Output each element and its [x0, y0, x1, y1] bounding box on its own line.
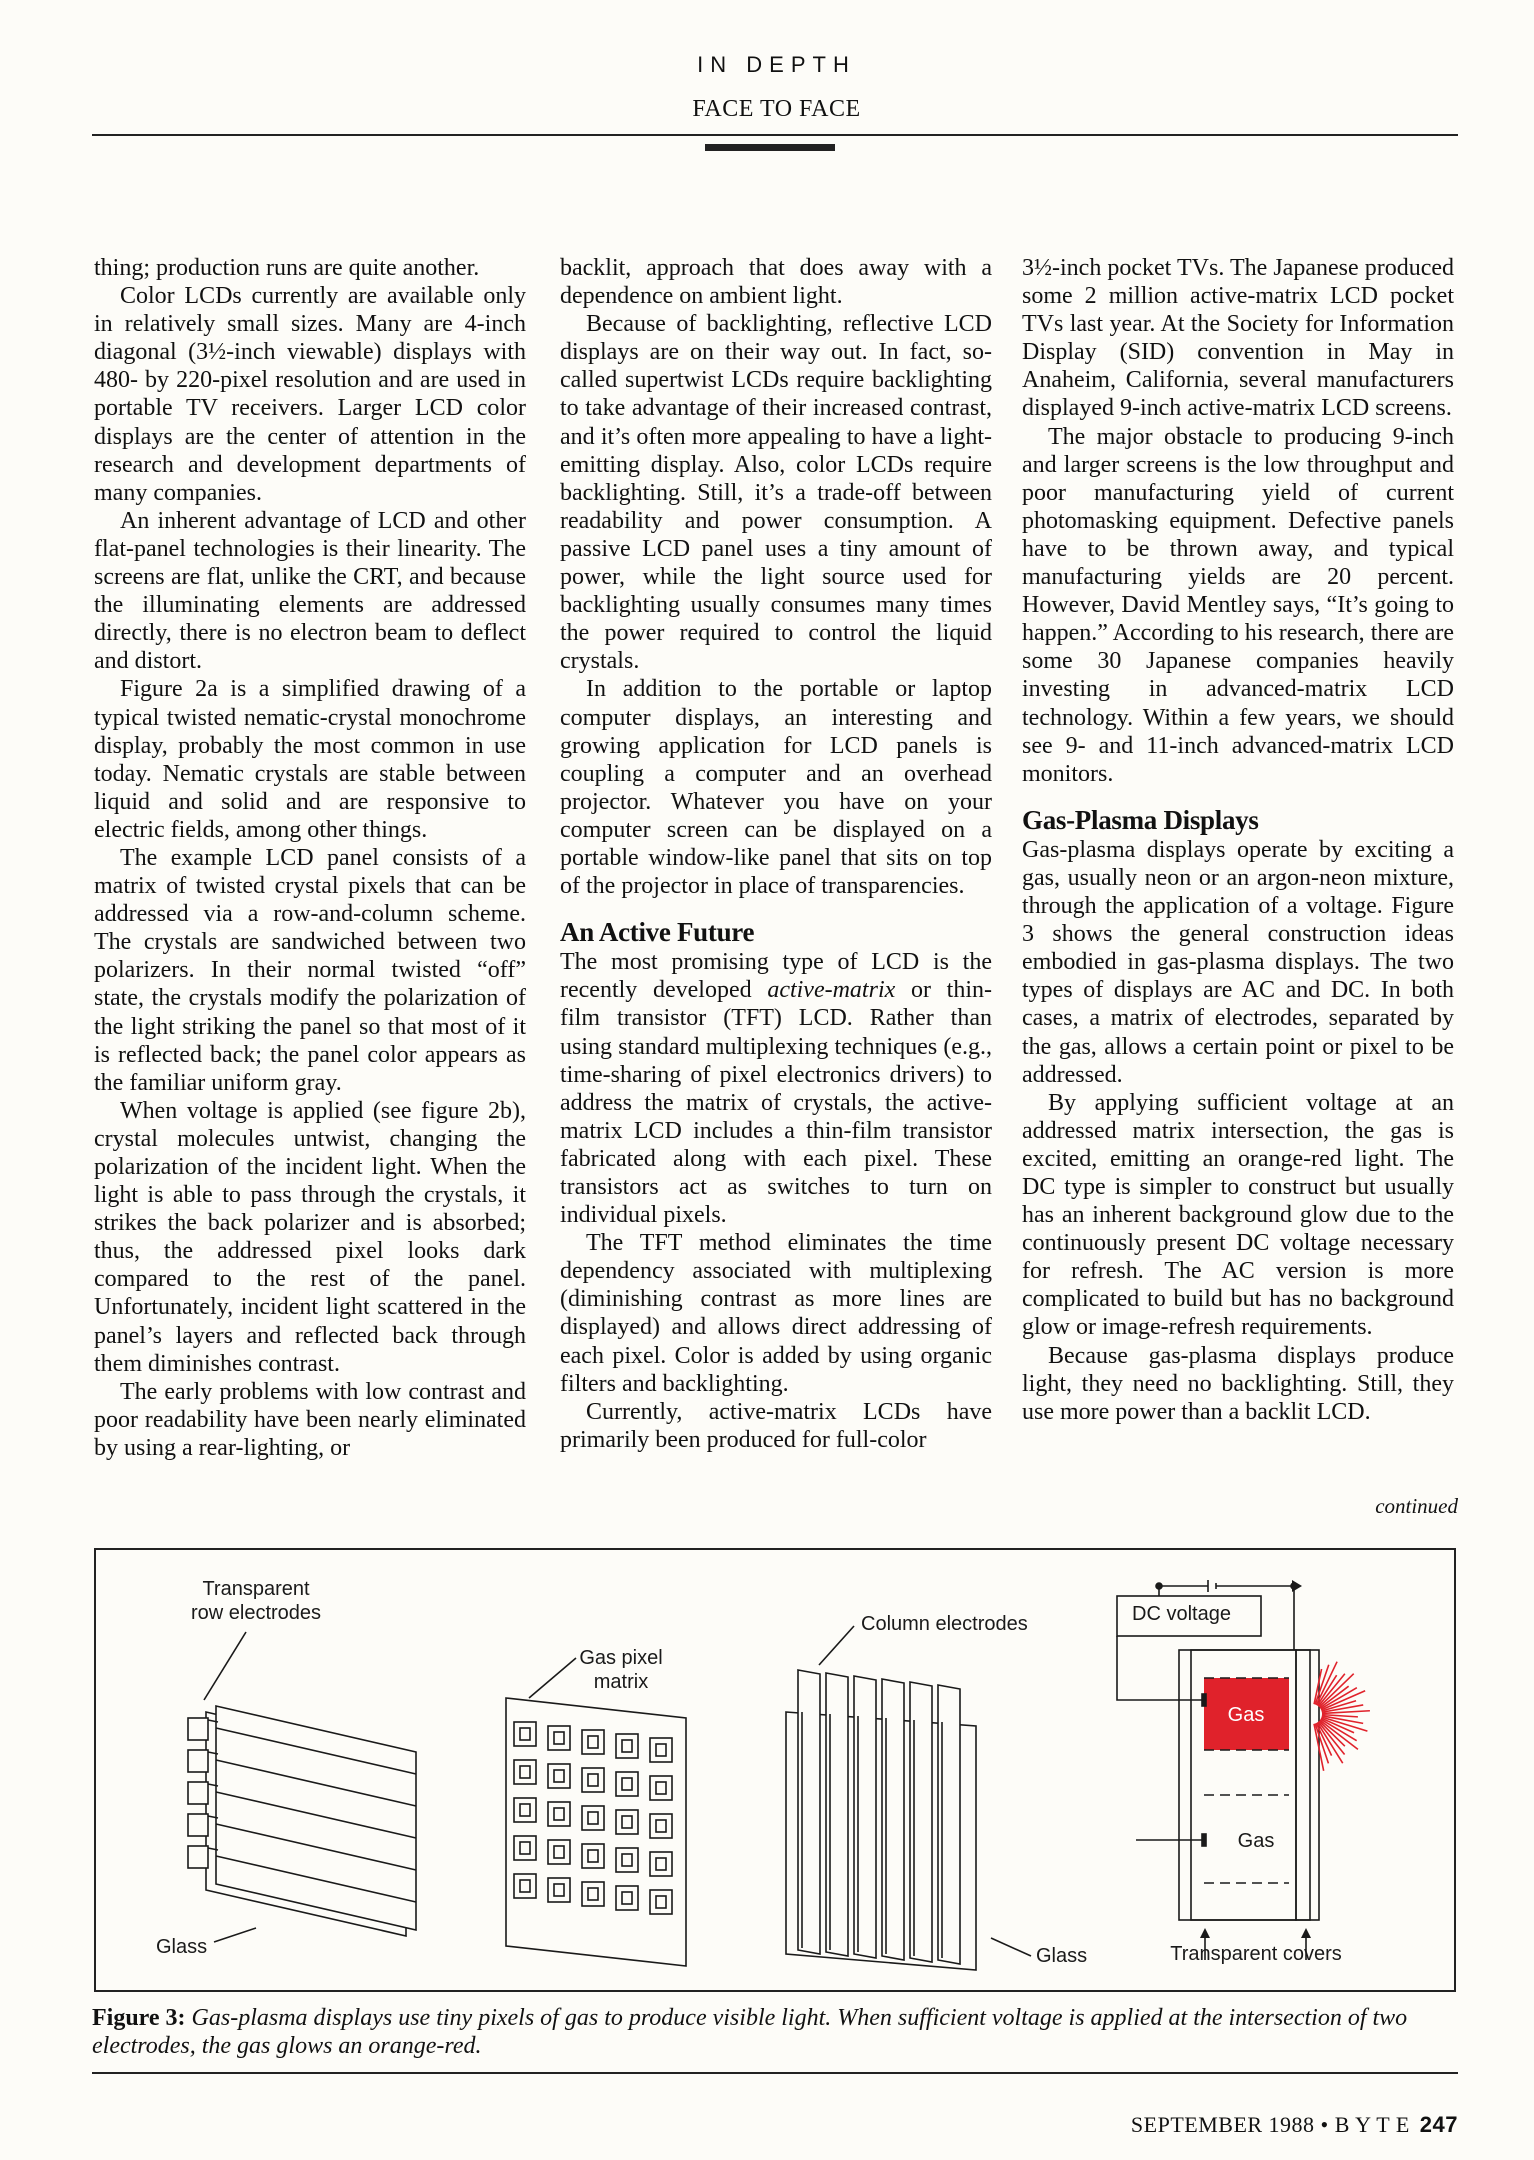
- leader-glass-right: [991, 1938, 1031, 1956]
- figure-3-illustration: [96, 1550, 1458, 1994]
- paragraph: By applying sufficient voltage at an addressed matrix intersection, the gas is excited, emitting an orange-red light. The DC type is simpler to construct but usually has an inherent background glow due to the continuously present DC voltage necessary for refresh. The AC version is more complicated to build but has no background glow or image-refresh requirements.: [1022, 1089, 1454, 1341]
- light-rays: [1314, 1662, 1370, 1771]
- section-title: FACE TO FACE: [692, 96, 861, 122]
- figure-3: [94, 1548, 1456, 1992]
- continued-note: continued: [1375, 1494, 1458, 1518]
- label-dc-voltage: DC voltage: [1132, 1603, 1231, 1625]
- label-gas-pixel: Gas pixel: [579, 1647, 663, 1669]
- paragraph: backlit, approach that does away with a dependence on ambient light.: [560, 255, 992, 310]
- paragraph: When voltage is applied (see figure 2b), crystal molecules untwist, changing the polarization of the incident light. When the light is able to pass through the crystals, it strikes the back polarizer and is absorbed; thus, the addressed pixel looks dark compared to the rest of the panel. Unfortunately, incident light scattered in the panel’s layers and reflected back through them diminishes contrast.: [94, 1097, 526, 1377]
- row-electrode-tab: [188, 1782, 208, 1804]
- arrowhead: [1301, 1928, 1311, 1938]
- row-electrode-tab: [188, 1814, 208, 1836]
- emphasis: active-matrix: [767, 977, 896, 1004]
- leader-row-electrodes: [204, 1632, 246, 1700]
- label-gas-lit: Gas: [1227, 1704, 1265, 1726]
- text-run: or thin-film transistor (TFT) LCD. Rather than using standard multiplexing techniques (e.g., time-sharing of pixel electronics drivers) to address the matrix of crystals, the active-matrix LCD includes a thin-film transistor fabricated along with each pixel. These transistors act as switches to turn on individual pixels.: [560, 977, 992, 1229]
- page-number: 247: [1419, 2112, 1458, 2137]
- section-kicker: IN DEPTH: [697, 52, 856, 77]
- label-transparent: Transparent: [202, 1578, 310, 1600]
- label-transparent-covers: Transparent covers: [1170, 1943, 1342, 1965]
- paragraph: 3½-inch pocket TVs. The Japanese produced some 2 million active-matrix LCD pocket TVs last year. At the Society for Information Display (SID) convention in May in Anaheim, California, several manufacturers displayed 9-inch active-matrix LCD screens.: [1022, 255, 1454, 422]
- paragraph: [560, 948, 992, 1229]
- row-electrode-panel: [188, 1706, 416, 1936]
- light-ray: [1319, 1721, 1345, 1746]
- caption-label: Figure 3:: [92, 2005, 186, 2031]
- dc-arrow: [1292, 1580, 1302, 1592]
- column-3: [1022, 254, 1454, 1426]
- column-1: [94, 254, 526, 1462]
- electrode-tip: [1202, 1834, 1206, 1846]
- arrowhead: [1200, 1928, 1210, 1938]
- footer-rule: [92, 2072, 1458, 2074]
- paragraph: Because gas-plasma displays produce light, they need no backlighting. Still, they use more power than a backlit LCD.: [1022, 1342, 1454, 1425]
- paragraph: Gas-plasma displays operate by exciting a gas, usually neon or an argon-neon mixture, through the application of a voltage. Figure 3 shows the general construction ideas embodied in gas-plasma displays. The two types of displays are AC and DC. In both cases, a matrix of electrodes, separated by the gas, allows a certain point or pixel to be addressed.: [1022, 836, 1454, 1088]
- subheading-gas-plasma: Gas-Plasma Displays: [1022, 804, 1259, 835]
- paragraph: Currently, active-matrix LCDs have primarily been produced for full-color: [560, 1398, 992, 1453]
- label-row-electrodes: row electrodes: [190, 1602, 322, 1624]
- issue-line: SEPTEMBER 1988 • B Y T E: [1130, 2112, 1410, 2137]
- row-electrode-tab: [188, 1846, 208, 1868]
- label-column-electrodes: Column electrodes: [861, 1613, 1028, 1635]
- leader-gas-pixel: [529, 1658, 576, 1698]
- leader-column-electrodes: [819, 1626, 854, 1665]
- page-footer: [1131, 2112, 1458, 2138]
- label-glass-right: Glass: [1036, 1945, 1088, 1967]
- header-rule: [92, 134, 1458, 136]
- figure-caption: [92, 2004, 1458, 2060]
- paragraph: Figure 2a is a simplified drawing of a typical twisted nematic-crystal monochrome display, probably the most common in use today. Nematic crystals are stable between liquid and solid and are responsive to electric fields, among other things.: [94, 676, 526, 843]
- paragraph: The early problems with low contrast and poor readability have been nearly eliminated by using a rear-lighting, or: [94, 1378, 526, 1461]
- paragraph: The example LCD panel consists of a matrix of twisted crystal pixels that can be addressed via a row-and-column scheme. The crystals are sandwiched between two polarizers. In their normal twisted “off” state, the crystals modify the polarization of the light striking the panel so that most of it is reflected back; the panel color appears as the familiar uniform gray.: [94, 844, 526, 1096]
- paragraph: Color LCDs currently are available only in relatively small sizes. Many are 4-inch diagonal (3½-inch viewable) displays with 480- by 220-pixel resolution and are used in portable TV receivers. Larger LCD color displays are the center of attention in the research and development departments of many companies.: [94, 283, 526, 506]
- leader-glass-left: [214, 1928, 256, 1942]
- caption-text: Gas-plasma displays use tiny pixels of gas to produce visible light. When sufficient voltage is applied at the intersection of two electrodes, the gas glows an orange-red.: [92, 2005, 1408, 2059]
- gas-pixel-matrix: [506, 1698, 686, 1966]
- paragraph: The major obstacle to producing 9-inch and larger screens is the low throughput and poor manufacturing yield of current photomasking equipment. Defective panels have to be thrown away, and typical manufacturing yields are 20 percent. However, David Mentley says, “It’s going to happen.” According to his research, there are some 30 Japanese companies heavily investing in advanced-matrix LCD technology. Within a few years, we should see 9- and 11-inch advanced-matrix LCD monitors.: [1022, 423, 1454, 787]
- column-2: [560, 254, 992, 1454]
- paragraph: The TFT method eliminates the time dependency associated with multiplexing (diminishing contrast as more lines are displayed) and allows direct addressing of each pixel. Color is added by using organic filters and backlighting.: [560, 1230, 992, 1397]
- dc-cross-section: [1117, 1580, 1370, 1965]
- header-bar: [705, 144, 835, 151]
- label-gas-unlit: Gas: [1237, 1830, 1275, 1852]
- label-glass-left: Glass: [156, 1936, 208, 1958]
- paragraph: An inherent advantage of LCD and other flat-panel technologies is their linearity. The screens are flat, unlike the CRT, and because the illuminating elements are addressed directly, there is no electron beam to deflect and distort.: [94, 507, 526, 675]
- paragraph: thing; production runs are quite another.: [94, 255, 480, 281]
- row-electrode-tab: [188, 1718, 208, 1740]
- subheading-active-future: An Active Future: [560, 917, 755, 948]
- text-run: The most promising type of LCD is the recently developed: [560, 949, 992, 1004]
- column-electrode-panel: [786, 1670, 976, 1970]
- paragraph: In addition to the portable or laptop computer displays, an interesting and growing application for LCD panels is coupling a computer and an overhead projector. Whatever you have on your computer screen can be displayed on a portable window-like panel that sits on top of the projector in place of transparencies.: [560, 676, 992, 900]
- label-matrix: matrix: [593, 1671, 649, 1693]
- transparent-cover-strip: [1296, 1650, 1310, 1920]
- electrode-tip: [1202, 1694, 1206, 1706]
- paragraph: Because of backlighting, reflective LCD displays are on their way out. In fact, so-called supertwist LCDs require backlighting to take advantage of their increased contrast, and it’s often more appealing to have a light-emitting display. Also, color LCDs require backlighting. Still, it’s a trade-off between readability and power consumption. A passive LCD panel uses a tiny amount of power, while the light source used for backlighting usually consumes many times the power required to control the liquid crystals.: [560, 311, 992, 675]
- row-electrode-tab: [188, 1750, 208, 1772]
